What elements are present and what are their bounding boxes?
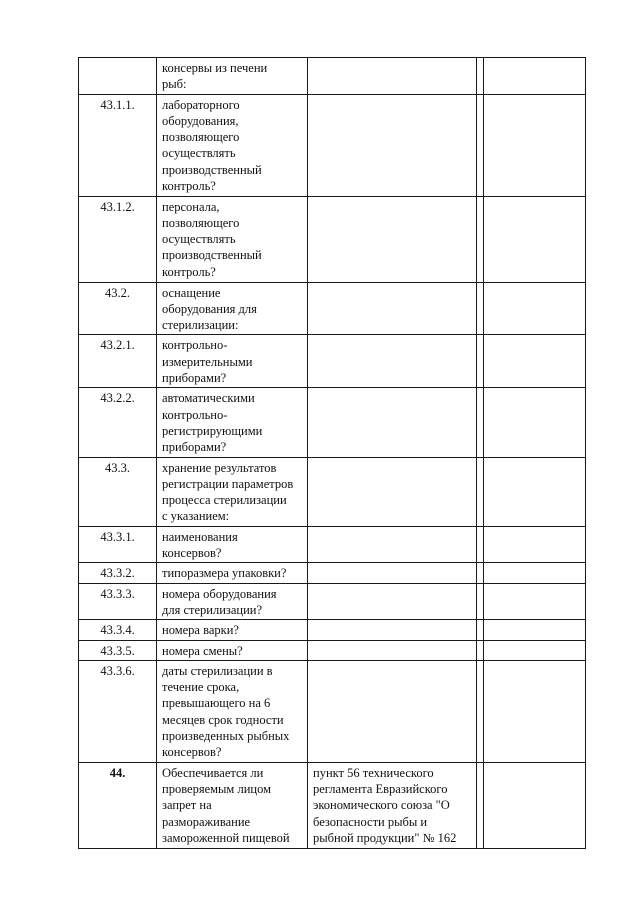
requirement-text: наименования консервов?	[162, 529, 238, 561]
column-spacer	[477, 388, 484, 457]
answer-cell	[484, 282, 586, 335]
requirement-cell	[157, 335, 308, 388]
answer-cell	[484, 58, 586, 95]
item-number: 43.2.1.	[79, 335, 157, 388]
item-number: 43.3.1.	[79, 526, 157, 563]
requirement-cell	[157, 640, 308, 660]
checklist-row	[79, 563, 586, 583]
item-number: 43.1.1.	[79, 94, 157, 196]
column-spacer	[477, 620, 484, 640]
item-number: 43.3.3.	[79, 583, 157, 620]
item-number: 43.3.6.	[79, 660, 157, 762]
legal-reference-cell	[308, 526, 477, 563]
requirement-cell	[157, 282, 308, 335]
checklist-row	[79, 94, 586, 196]
column-spacer	[477, 563, 484, 583]
answer-cell	[484, 583, 586, 620]
requirement-cell	[157, 196, 308, 282]
requirement-text: номера варки?	[162, 623, 239, 638]
requirement-cell	[157, 58, 308, 95]
requirement-cell	[157, 583, 308, 620]
item-number: 43.1.2.	[79, 196, 157, 282]
legal-reference-cell	[308, 58, 477, 95]
requirement-text: контрольно- измерительными приборами?	[162, 338, 253, 386]
column-spacer	[477, 58, 484, 95]
column-spacer	[477, 762, 484, 848]
item-number: 43.2.	[79, 282, 157, 335]
checklist-row	[79, 58, 586, 95]
answer-cell	[484, 526, 586, 563]
answer-cell	[484, 388, 586, 457]
item-number: 44.	[79, 762, 157, 848]
checklist-row	[79, 196, 586, 282]
legal-reference-cell	[308, 640, 477, 660]
checklist-row	[79, 526, 586, 563]
checklist-row	[79, 335, 586, 388]
requirement-text: автоматическими контрольно- регистрирующими приборами?	[162, 391, 263, 455]
item-number	[79, 58, 157, 95]
checklist-row	[79, 388, 586, 457]
column-spacer	[477, 660, 484, 762]
requirement-cell	[157, 457, 308, 526]
item-number: 43.3.4.	[79, 620, 157, 640]
requirement-cell	[157, 620, 308, 640]
requirement-cell	[157, 526, 308, 563]
legal-reference-cell	[308, 388, 477, 457]
requirement-text: Обеспечивается ли проверяемым лицом запрет на размораживание замороженной пищевой	[162, 765, 290, 846]
item-number: 43.3.2.	[79, 563, 157, 583]
requirement-text: номера смены?	[162, 643, 243, 658]
checklist-row	[79, 762, 586, 848]
answer-cell	[484, 762, 586, 848]
checklist-row	[79, 282, 586, 335]
column-spacer	[477, 94, 484, 196]
requirement-text: консервы из печени рыб:	[162, 61, 268, 92]
legal-reference-cell	[308, 457, 477, 526]
checklist-row	[79, 640, 586, 660]
answer-cell	[484, 335, 586, 388]
column-spacer	[477, 583, 484, 620]
requirement-cell	[157, 94, 308, 196]
item-number: 43.3.5.	[79, 640, 157, 660]
checklist-table	[78, 57, 586, 849]
answer-cell	[484, 457, 586, 526]
answer-cell	[484, 640, 586, 660]
requirement-text: номера оборудования для стерилизации?	[162, 586, 277, 617]
item-number: 43.3.	[79, 457, 157, 526]
column-spacer	[477, 335, 484, 388]
answer-cell	[484, 620, 586, 640]
requirement-cell	[157, 762, 308, 848]
answer-cell	[484, 660, 586, 762]
answer-cell	[484, 563, 586, 583]
requirement-text: типоразмера упаковки?	[162, 566, 287, 581]
legal-reference-cell	[308, 94, 477, 196]
item-number: 43.2.2.	[79, 388, 157, 457]
legal-reference-cell	[308, 762, 477, 848]
legal-reference-cell	[308, 563, 477, 583]
requirement-cell	[157, 660, 308, 762]
legal-reference-text: пункт 56 технического регламента Евразийского экономического союза "О безопасности рыбы и рыбной продукции" № 162	[313, 765, 457, 846]
requirement-text: оснащение оборудования для стерилизации:	[162, 285, 257, 333]
column-spacer	[477, 640, 484, 660]
requirement-cell	[157, 388, 308, 457]
legal-reference-cell	[308, 196, 477, 282]
column-spacer	[477, 526, 484, 563]
column-spacer	[477, 196, 484, 282]
requirement-text: даты стерилизации в течение срока, превышающего на 6 месяцев срок годности произведенных рыбных консервов?	[162, 663, 290, 760]
legal-reference-cell	[308, 282, 477, 335]
answer-cell	[484, 196, 586, 282]
legal-reference-cell	[308, 583, 477, 620]
checklist-body	[79, 58, 586, 849]
checklist-row	[79, 620, 586, 640]
requirement-text: хранение результатов регистрации параметров процесса стерилизации с указанием:	[162, 460, 294, 524]
legal-reference-cell	[308, 660, 477, 762]
requirement-text: персонала, позволяющего осуществлять производственный контроль?	[162, 199, 262, 279]
column-spacer	[477, 457, 484, 526]
answer-cell	[484, 94, 586, 196]
column-spacer	[477, 282, 484, 335]
checklist-row	[79, 457, 586, 526]
requirement-cell	[157, 563, 308, 583]
checklist-row	[79, 660, 586, 762]
requirement-text: лабораторного оборудования, позволяющего осуществлять производственный контроль?	[162, 97, 262, 194]
legal-reference-cell	[308, 335, 477, 388]
legal-reference-cell	[308, 620, 477, 640]
checklist-row	[79, 583, 586, 620]
